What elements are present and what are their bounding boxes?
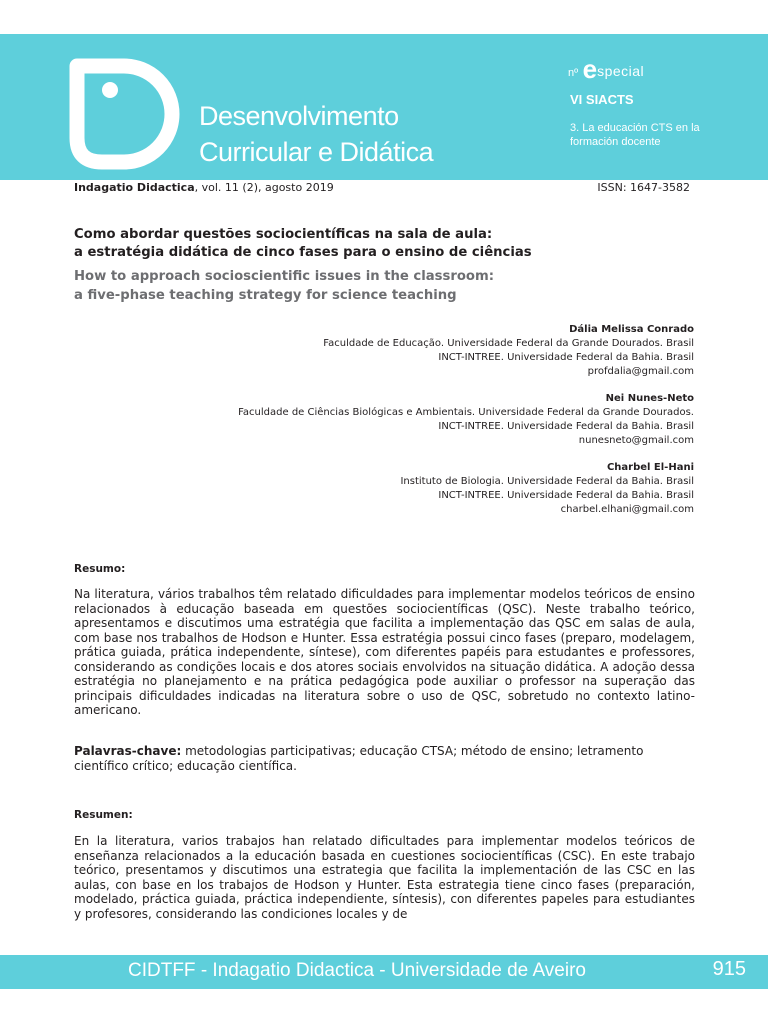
article-title-en: [74, 267, 694, 305]
special-e: e: [582, 54, 598, 84]
author-name: Nei Nunes-Neto: [605, 393, 694, 404]
special-issue-mark: [568, 54, 644, 85]
author-block: [134, 461, 694, 517]
journal-title-line2: Curricular e Didática: [199, 137, 434, 167]
event-name: VI SIACTS: [570, 92, 634, 107]
resumen-text: En la literatura, varios trabajos han relatado dificultades para implementar modelos teóricos de enseñanza relacionados a la educación basada en cuestiones sociocientíficas (CSC). En este trabajo teórico, presentamos y discutimos una estrategia que facilita la implementación de las CSC en las aulas, con base en los trabajos de Hodson y Hunter. Esta estrategia tiene cinco fases (preparación, modelado, práctica guiada, práctica independiente, síntesis), con diferentes papeles para estudiantes y profesores, considerando las condiciones locales y de: [74, 834, 695, 921]
author-list: [134, 323, 694, 530]
author-email: charbel.elhani@gmail.com: [560, 504, 694, 515]
author-block: [134, 392, 694, 448]
special-prefix: nº: [568, 67, 579, 79]
citation-line: [74, 181, 334, 194]
author-affiliation: INCT-INTREE. Universidade Federal da Bahia. Brasil: [438, 490, 694, 501]
author-affiliation: INCT-INTREE. Universidade Federal da Bahia. Brasil: [438, 421, 694, 432]
title-pt-line2: a estratégia didática de cinco fases para o ensino de ciências: [74, 245, 532, 260]
author-affiliation: Faculdade de Ciências Biológicas e Ambientais. Universidade Federal da Grande Dourados.: [238, 407, 694, 418]
journal-header: [0, 34, 768, 180]
author-email: nunesneto@gmail.com: [578, 435, 694, 446]
event-subtitle: 3. La educación CTS en la formación docente: [570, 122, 700, 148]
author-block: [134, 323, 694, 379]
resumen-heading: Resumen:: [74, 809, 133, 821]
title-en-line2: a five-phase teaching strategy for science teaching: [74, 288, 457, 303]
author-affiliation: INCT-INTREE. Universidade Federal da Bahia. Brasil: [438, 352, 694, 363]
author-affiliation: Faculdade de Educação. Universidade Federal da Grande Dourados. Brasil: [323, 338, 694, 349]
keywords-label: Palavras-chave:: [74, 744, 182, 758]
journal-title-line1: Desenvolvimento: [199, 101, 399, 131]
page-footer: [0, 955, 768, 989]
special-word: special: [597, 63, 645, 79]
footer-text: CIDTFF - Indagatio Didactica - Universidade de Aveiro: [128, 960, 586, 981]
resumo-text: Na literatura, vários trabalhos têm relatado dificuldades para implementar modelos teóricos de ensino relacionados à educação baseada em questões sociocientíficas (QSC). Neste trabalho teórico, apresentamos e discutimos uma estratégia que facilita a implementação das QSC em salas de aula, com base nos trabalhos de Hodson e Hunter. Essa estratégia possui cinco fases (preparo, modelagem, prática guiada, prática independente, síntese), com diferentes papéis para estudantes e professores, considerando as condições locais e dos atores sociais envolvidos na situação didática. A adoção dessa estratégia no planejamento e na prática pedagógica pode auxiliar o professor na superação das principais dificuldades indicadas na literatura sobre o uso de QSC, sobretudo no contexto latino-americano.: [74, 587, 695, 717]
author-email: profdalia@gmail.com: [587, 366, 694, 377]
author-name: Dália Melissa Conrado: [569, 324, 694, 335]
page-number: 915: [712, 958, 746, 980]
title-en-line1: How to approach socioscientific issues in the classroom:: [74, 269, 494, 284]
keywords-text: metodologias participativas; educação CTSA; método de ensino; letramento científico crítico; educação científica.: [74, 744, 644, 773]
resumo-heading: Resumo:: [74, 563, 126, 575]
issue-details: , vol. 11 (2), agosto 2019: [194, 181, 334, 194]
journal-title: [199, 98, 433, 170]
journal-logo-icon: [68, 58, 184, 170]
author-affiliation: Instituto de Biologia. Universidade Federal da Bahia. Brasil: [400, 476, 694, 487]
issn: ISSN: 1647-3582: [597, 181, 690, 194]
journal-name: Indagatio Didactica: [74, 181, 195, 194]
author-name: Charbel El-Hani: [606, 462, 694, 473]
keywords-line: [74, 744, 695, 773]
title-pt-line1: Como abordar questões sociocientíficas na sala de aula:: [74, 227, 493, 242]
article-title-pt: [74, 226, 694, 262]
